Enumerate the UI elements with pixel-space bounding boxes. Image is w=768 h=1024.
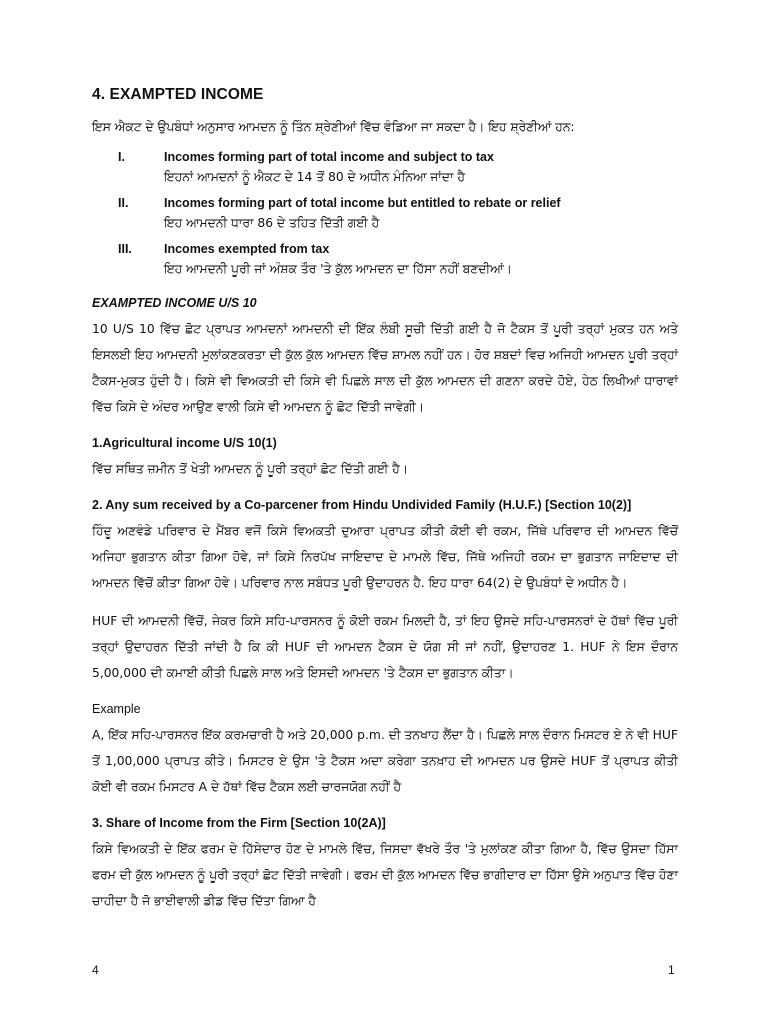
- list-number: I.: [118, 150, 125, 164]
- example-paragraph: A, ਇੱਕ ਸਹਿ-ਪਾਰਸਨਰ ਇੱਕ ਕਰਮਚਾਰੀ ਹੈ ਅਤੇ 20,000 p.m. ਦੀ ਤਨਖਾਹ ਲੈਂਦਾ ਹੈ। ਪਿਛਲੇ ਸਾਲ ਦੌਰਾਨ ਮਿਸਟਰ ਏ ਨੇ ਵੀ HUF ਤੋਂ 1,00,000 ਪ੍ਰਾਪਤ ਕੀਤੇ। ਮਿਸਟਰ ਏ ਉਸ 'ਤੇ ਟੈਕਸ ਅਦਾ ਕਰੇਗਾ ਤਨਖ਼ਾਹ ਦੀ ਆਮਦਨ ਪਰ ਉਸਦੇ HUF ਤੋਂ ਪ੍ਰਾਪਤ ਕੀਤੀ ਕੋਈ ਵੀ ਰਕਮ ਮਿਸਟਰ A ਦੇ ਹੱਥਾਂ ਵਿੱਚ ਟੈਕਸ ਲਈ ਚਾਰਜਯੋਗ ਨਹੀਂ ਹੈ: [92, 728, 678, 794]
- footer-left-number: 4: [92, 963, 99, 977]
- page-title: 4. EXAMPTED INCOME: [92, 86, 264, 103]
- list-title: Incomes exempted from tax: [164, 242, 330, 256]
- list-number: III.: [118, 242, 132, 256]
- list-title: Incomes forming part of total income and subject to tax: [164, 150, 494, 164]
- list-description: ਇਹ ਆਮਦਨੀ ਧਾਰਾ 86 ਦੇ ਤਹਿਤ ਦਿੱਤੀ ਗਈ ਹੈ: [164, 216, 380, 230]
- section-heading: 1.Agricultural income U/S 10(1): [92, 436, 277, 450]
- list-description: ਇਹਨਾਂ ਆਮਦਨਾਂ ਨੂੰ ਐਕਟ ਦੇ 14 ਤੋਂ 80 ਦੇ ਅਧੀਨ ਮੰਨਿਆ ਜਾਂਦਾ ਹੈ: [164, 170, 465, 184]
- list-item: [118, 194, 678, 234]
- section-paragraph: ਵਿੱਚ ਸਥਿਤ ਜ਼ਮੀਨ ਤੋਂ ਖੇਤੀ ਆਮਦਨ ਨੂੰ ਪੂਰੀ ਤਰ੍ਹਾਂ ਛੋਟ ਦਿੱਤੀ ਗਈ ਹੈ।: [92, 462, 408, 476]
- section-paragraph: HUF ਦੀ ਆਮਦਨੀ ਵਿੱਚੋਂ, ਜੇਕਰ ਕਿਸੇ ਸਹਿ-ਪਾਰਸਨਰ ਨੂੰ ਕੋਈ ਰਕਮ ਮਿਲਦੀ ਹੈ, ਤਾਂ ਇਹ ਉਸਦੇ ਸਹਿ-ਪਾਰਸਨਰਾਂ ਦੇ ਹੱਥਾਂ ਵਿੱਚ ਪੂਰੀ ਤਰ੍ਹਾਂ ਉਦਾਹਰਨ ਦਿੱਤੀ ਜਾਂਦੀ ਹੈ ਕਿ ਕੀ HUF ਦੀ ਆਮਦਨ ਟੈਕਸ ਦੇ ਯੋਗ ਸੀ ਜਾਂ ਨਹੀਂ, ਉਦਾਹਰਣ 1. HUF ਨੇ ਇਸ ਦੌਰਾਨ 5,00,000 ਦੀ ਕਮਾਈ ਕੀਤੀ ਪਿਛਲੇ ਸਾਲ ਅਤੇ ਇਸਦੀ ਆਮਦਨ 'ਤੇ ਟੈਕਸ ਦਾ ਭੁਗਤਾਨ ਕੀਤਾ।: [92, 614, 678, 680]
- example-label: Example: [92, 702, 141, 716]
- category-list: [118, 148, 678, 280]
- section-paragraph: ਹਿੰਦੂ ਅਣਵੰਡੇ ਪਰਿਵਾਰ ਦੇ ਮੈਂਬਰ ਵਜੋਂ ਕਿਸੇ ਵਿਅਕਤੀ ਦੁਆਰਾ ਪ੍ਰਾਪਤ ਕੀਤੀ ਕੋਈ ਵੀ ਰਕਮ, ਜਿੱਥੇ ਪਰਿਵਾਰ ਦੀ ਆਮਦਨ ਵਿੱਚੋਂ ਅਜਿਹਾ ਭੁਗਤਾਨ ਕੀਤਾ ਗਿਆ ਹੋਵੇ, ਜਾਂ ਕਿਸੇ ਨਿਰਪੱਖ ਜਾਇਦਾਦ ਦੇ ਮਾਮਲੇ ਵਿੱਚ, ਜਿੱਥੇ ਅਜਿਹੀ ਰਕਮ ਦਾ ਭੁਗਤਾਨ ਜਾਇਦਾਦ ਦੀ ਆਮਦਨ ਵਿੱਚੋਂ ਕੀਤਾ ਗਿਆ ਹੋਵੇ। ਪਰਿਵਾਰ ਨਾਲ ਸਬੰਧਤ ਪੂਰੀ ਉਦਾਹਰਨ ਹੈ. ਇਹ ਧਾਰਾ 64(2) ਦੇ ਉਪਬੰਧਾਂ ਦੇ ਅਧੀਨ ਹੈ।: [92, 524, 678, 590]
- section-heading: EXAMPTED INCOME U/S 10: [92, 296, 257, 310]
- list-item: [118, 240, 678, 280]
- section-heading: 2. Any sum received by a Co-parcener from Hindu Undivided Family (H.U.F.) [Section 10(2)]: [92, 498, 632, 512]
- section-heading: 3. Share of Income from the Firm [Section 10(2A)]: [92, 816, 386, 830]
- list-number: II.: [118, 196, 129, 210]
- intro-paragraph: ਇਸ ਐਕਟ ਦੇ ਉਪਬੰਧਾਂ ਅਨੁਸਾਰ ਆਮਦਨ ਨੂੰ ਤਿੰਨ ਸ਼੍ਰੇਣੀਆਂ ਵਿੱਚ ਵੰਡਿਆ ਜਾ ਸਕਦਾ ਹੈ। ਇਹ ਸ਼੍ਰੇਣੀਆਂ ਹਨ:: [92, 120, 575, 134]
- document-page: [92, 86, 678, 914]
- section-paragraph: 10 U/S 10 ਵਿੱਚ ਛੋਟ ਪ੍ਰਾਪਤ ਆਮਦਨਾਂ ਆਮਦਨੀ ਦੀ ਇੱਕ ਲੰਬੀ ਸੂਚੀ ਦਿੱਤੀ ਗਈ ਹੈ ਜੋ ਟੈਕਸ ਤੋਂ ਪੂਰੀ ਤਰ੍ਹਾਂ ਮੁਕਤ ਹਨ ਅਤੇ ਇਸਲਈ ਇਹ ਆਮਦਨੀ ਮੁਲਾਂਕਣਕਰਤਾ ਦੀ ਕੁੱਲ ਕੁੱਲ ਆਮਦਨ ਵਿੱਚ ਸ਼ਾਮਲ ਨਹੀਂ ਹਨ। ਹੋਰ ਸ਼ਬਦਾਂ ਵਿਚ ਅਜਿਹੀ ਆਮਦਨ ਪੂਰੀ ਤਰ੍ਹਾਂ ਟੈਕਸ-ਮੁਕਤ ਹੁੰਦੀ ਹੈ। ਕਿਸੇ ਵੀ ਵਿਅਕਤੀ ਦੀ ਕਿਸੇ ਵੀ ਪਿਛਲੇ ਸਾਲ ਦੀ ਕੁੱਲ ਆਮਦਨ ਦੀ ਗਣਨਾ ਕਰਦੇ ਹੋਏ, ਹੇਠ ਲਿਖੀਆਂ ਧਾਰਾਵਾਂ ਵਿੱਚ ਕਿਸੇ ਦੇ ਅੰਦਰ ਆਉਣ ਵਾਲੀ ਕਿਸੇ ਵੀ ਆਮਦਨ ਨੂੰ ਛੋਟ ਦਿੱਤੀ ਜਾਵੇਗੀ।: [92, 322, 678, 414]
- list-item: [118, 148, 678, 188]
- page-number: 1: [668, 963, 675, 977]
- list-description: ਇਹ ਆਮਦਨੀ ਪੂਰੀ ਜਾਂ ਅੰਸ਼ਕ ਤੌਰ 'ਤੇ ਕੁੱਲ ਆਮਦਨ ਦਾ ਹਿੱਸਾ ਨਹੀਂ ਬਣਦੀਆਂ।: [164, 262, 512, 276]
- section-paragraph: ਕਿਸੇ ਵਿਅਕਤੀ ਦੇ ਇੱਕ ਫਰਮ ਦੇ ਹਿੱਸੇਦਾਰ ਹੋਣ ਦੇ ਮਾਮਲੇ ਵਿੱਚ, ਜਿਸਦਾ ਵੱਖਰੇ ਤੌਰ 'ਤੇ ਮੁਲਾਂਕਣ ਕੀਤਾ ਗਿਆ ਹੈ, ਵਿੱਚ ਉਸਦਾ ਹਿੱਸਾ ਫਰਮ ਦੀ ਕੁੱਲ ਆਮਦਨ ਨੂੰ ਪੂਰੀ ਤਰ੍ਹਾਂ ਛੋਟ ਦਿੱਤੀ ਜਾਵੇਗੀ। ਫਰਮ ਦੀ ਕੁੱਲ ਆਮਦਨ ਵਿੱਚ ਭਾਗੀਦਾਰ ਦਾ ਹਿੱਸਾ ਉਸੇ ਅਨੁਪਾਤ ਵਿੱਚ ਹੋਣਾ ਚਾਹੀਦਾ ਹੈ ਜੋ ਭਾਈਵਾਲੀ ਡੀਡ ਵਿੱਚ ਦਿੱਤਾ ਗਿਆ ਹੈ: [92, 842, 678, 908]
- list-title: Incomes forming part of total income but entitled to rebate or relief: [164, 196, 561, 210]
